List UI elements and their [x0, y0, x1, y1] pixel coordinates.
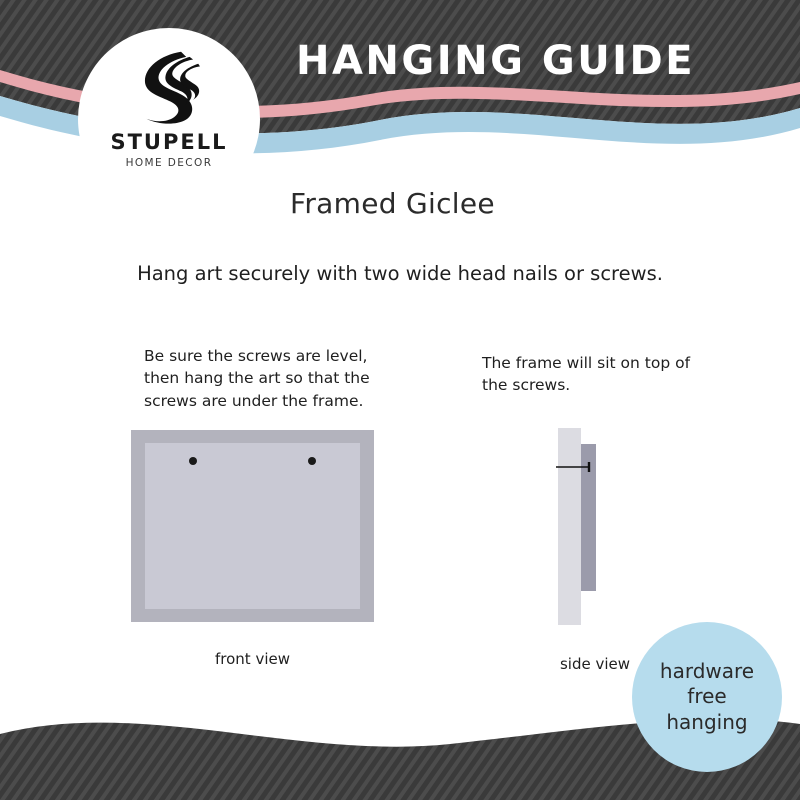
main-instruction: Hang art securely with two wide head nails or screws.: [137, 262, 663, 285]
screw-dot-right: [308, 457, 316, 465]
side-view-wall: [558, 428, 581, 625]
stupell-swirl-icon: [126, 48, 212, 126]
badge-line-2: free: [687, 684, 727, 709]
product-title: Framed Giclee: [290, 187, 495, 220]
front-view-inner-panel: [145, 443, 360, 609]
badge-line-1: hardware: [659, 658, 755, 683]
side-view-diagram: [540, 428, 650, 628]
hardware-free-badge: [632, 622, 782, 772]
badge-line-3: hanging: [666, 709, 748, 734]
front-view-label: front view: [215, 650, 290, 668]
front-view-diagram: [131, 430, 374, 622]
screw-dot-left: [189, 457, 197, 465]
front-view-caption: Be sure the screws are level, then hang the art so that the screws are under the frame.: [144, 347, 370, 410]
screw-icon: [555, 461, 597, 473]
side-view-label: side view: [559, 655, 631, 673]
page-title: HANGING GUIDE: [296, 38, 696, 84]
brand-name: STUPELL: [110, 130, 228, 154]
side-view-caption: The frame will sit on top of the screws.: [482, 354, 691, 395]
brand-logo: [78, 28, 260, 210]
brand-subtitle: HOME DECOR: [125, 157, 213, 169]
